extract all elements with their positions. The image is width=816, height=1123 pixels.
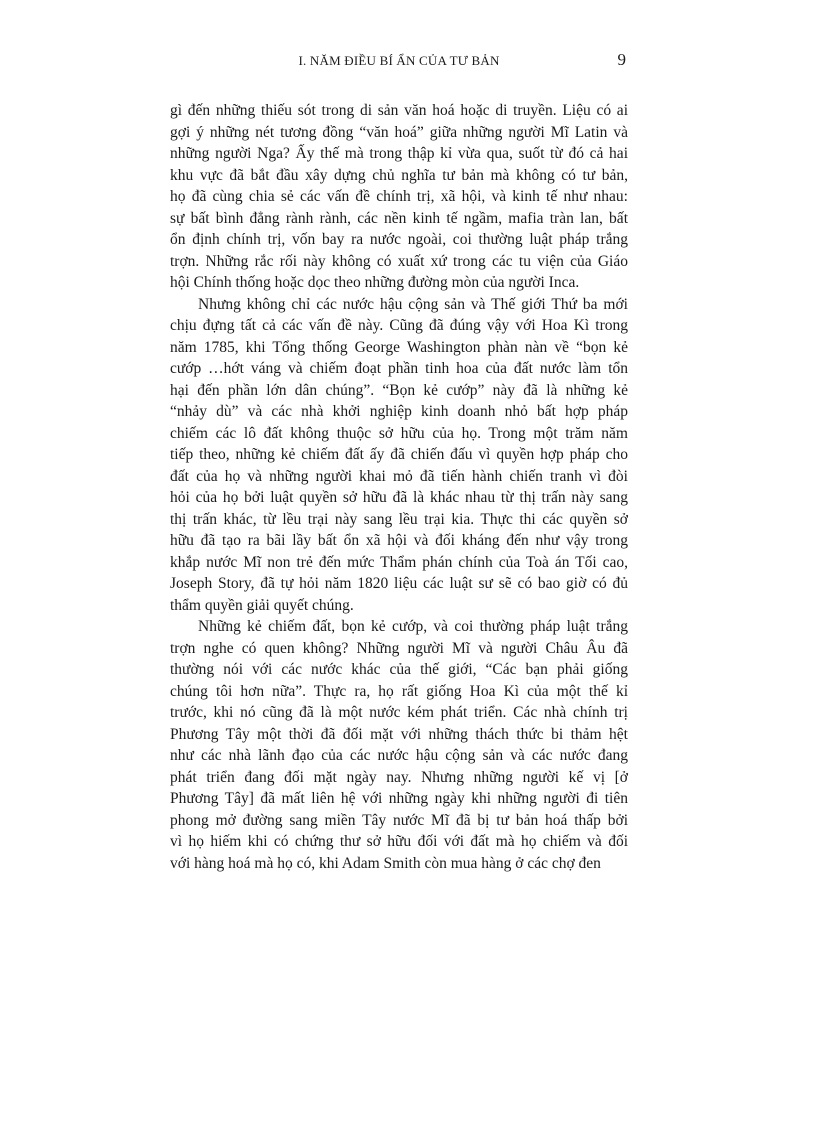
text-line: trợn nghe có quen không? Những người Mĩ và người Châu Âu đã [170,639,628,657]
text-line: ổn định chính trị, vốn bay ra nước ngoài, coi thường luật pháp trắng [170,231,628,248]
text-line: thẩm quyền giải quyết chúng. [170,596,354,614]
text-line: chịu đựng tất cả các vấn đề này. Cũng đã đúng vậy với Hoa Kì trong [170,317,628,334]
text-line: phong mở đường sang miền Tây nước Mĩ đã bị tư bản hoá thấp bởi [170,811,628,829]
text-line: chiếm các lô đất không thuộc sở hữu của họ. Trong một trăm năm [170,424,628,442]
text-line: Phương Tây] đã mất liên hệ với những ngày khi những người đi tiên [170,790,628,807]
text-line: năm 1785, khi Tổng thống George Washington phàn nàn về “bọn kẻ [170,338,628,356]
text-line: sự bất bình đẳng rành rành, các nền kinh tế ngầm, mafia tràn lan, bất [170,209,628,227]
text-line: khắp nước Mĩ non trẻ đến mức Thẩm phán chính của Toà án Tối cao, [170,553,628,571]
text-line: đất của họ và những người khai mỏ đã tiến hành chiến tranh vì đòi [170,467,628,485]
text-line: trước, khi nó cũng đã là một nước kém phát triển. Các nhà chính trị [170,704,628,721]
running-header [170,50,628,72]
text-line: như các nhà lãnh đạo của các nước hậu cộng sản và các nước đang [170,747,628,764]
text-line: hữu đã tạo ra bãi lầy bất ổn xã hội và đối kháng đến như vậy trong [170,532,628,549]
text-line: thị trấn khác, từ lều trại này sang lều trại kia. Thực thi các quyền sở [170,510,628,528]
text-line: họ đã cùng chia sẻ các vấn đề chính trị, xã hội, và kinh tế như nhau: [170,188,628,205]
text-line: khu vực đã bắt đầu xây dựng chủ nghĩa tư bản mà không có tư bản, [170,166,628,184]
text-line: chúng tôi hơn nữa”. Thực ra, họ rất giống Hoa Kì của một thế kỉ [170,682,628,700]
text-line: hội Chính thống hoặc dọc theo những đường mòn của người Inca. [170,274,580,291]
page-number: 9 [617,50,626,69]
text-line: Joseph Story, đã tự hỏi năm 1820 liệu các luật sư sẽ có bao giờ có đủ [170,575,628,592]
text-line: gợi ý những nét tương đồng “văn hoá” giữa những người Mĩ Latin và [170,123,628,141]
text-line: “nhảy dù” và các nhà khởi nghiệp kinh doanh nhỏ bất hợp pháp [170,403,628,420]
paragraph-first-line: Những kẻ chiếm đất, bọn kẻ cướp, và coi thường pháp luật trắng [198,618,628,635]
text-line: vì họ hiếm khi có chứng thư sở hữu đối với đất mà họ chiếm và đối [170,833,628,850]
text-line: gì đến những thiếu sót trong di sản văn hoá hoặc di truyền. Liệu có ai [170,102,628,119]
body-text [170,100,628,874]
chapter-title: I. NĂM ĐIỀU BÍ ẨN CỦA TƯ BẢN [298,53,500,68]
text-line: hại đến phần lớn dân chúng”. “Bọn kẻ cướp” này đã là những kẻ [170,381,628,399]
text-line: những người Nga? Ấy thế mà trong thập kỉ vừa qua, suốt từ đó cả hai [170,145,628,162]
text-line: phát triển đang đối mặt ngày nay. Nhưng những người kế vị [ở [170,768,628,786]
text-line: tiếp theo, những kẻ chiếm đất ấy đã chiến đấu vì quyền hợp pháp cho [170,446,628,463]
text-line: thường nói với các nước khác của thế giới, “Các bạn phải giống [170,661,628,678]
text-line: hỏi của họ bởi luật quyền sở hữu đã là khác nhau từ thị trấn này sang [170,489,628,506]
text-line: Phương Tây một thời đã đối mặt với những thách thức bi thảm hệt [170,725,628,743]
text-line: với hàng hoá mà họ có, khi Adam Smith còn mua hàng ở các chợ đen [170,854,601,872]
text-line: trợn. Những rắc rối này không có xuất xứ trong các tu viện của Giáo [170,252,628,270]
paragraph-first-line: Nhưng không chỉ các nước hậu cộng sản và Thế giới Thứ ba mới [198,295,628,313]
text-line: cướp …hớt váng và chiếm đoạt phần tinh hoa của đất nước làm tổn [170,360,628,377]
